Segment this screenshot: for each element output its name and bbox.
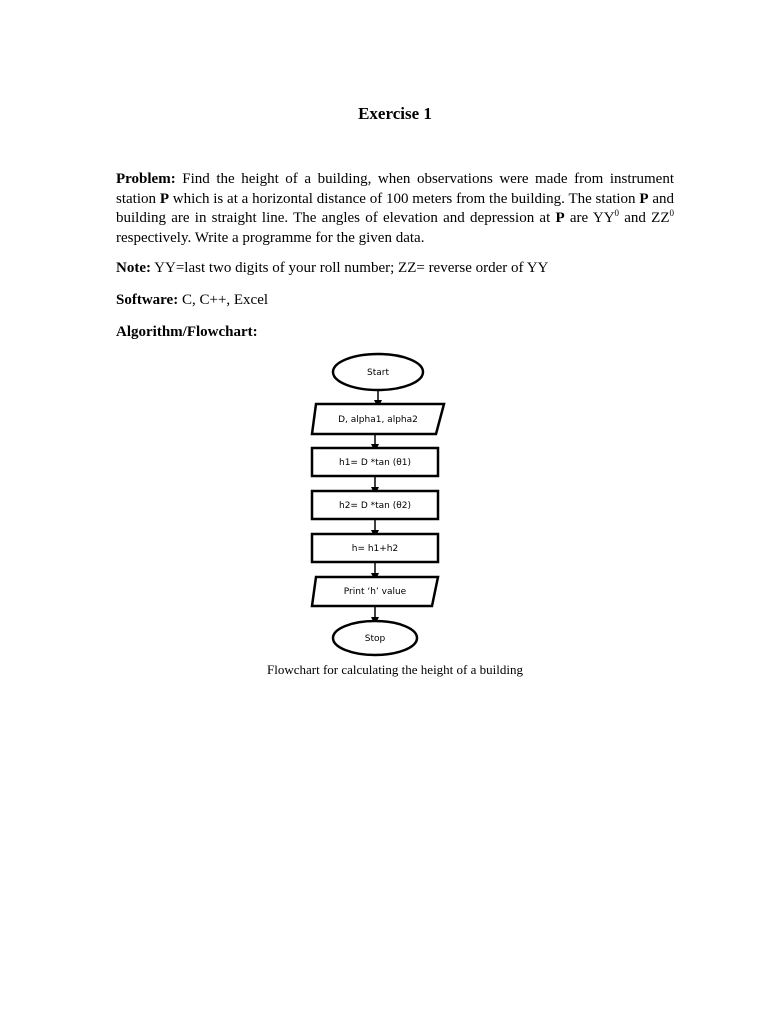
problem-text-6: respectively. Write a programme for the given data. — [116, 229, 425, 246]
flowchart-diagram — [300, 348, 460, 660]
flowchart-caption: Flowchart for calculating the height of a building — [267, 662, 523, 677]
process-h1-label: h1= D *tan (θ1) — [339, 458, 411, 468]
process-h2-label: h2= D *tan (θ2) — [339, 501, 411, 511]
problem-text-5: and ZZ — [619, 210, 670, 226]
start-label: Start — [367, 368, 389, 378]
process-sum-label: h= h1+h2 — [351, 544, 399, 554]
algorithm-heading: Algorithm/Flowchart: — [116, 324, 258, 340]
software-paragraph — [116, 291, 674, 311]
note-label: Note: — [116, 260, 151, 276]
station-p-3: P — [555, 210, 565, 226]
software-text: C, C++, Excel — [178, 292, 269, 308]
problem-paragraph — [116, 170, 674, 248]
problem-text-4: are YY — [564, 210, 615, 226]
note-text: YY=last two digits of your roll number; ZZ= reverse order of YY — [150, 260, 549, 276]
note-paragraph — [116, 259, 674, 279]
station-p-1: P — [159, 190, 169, 207]
input-label: D, alpha1, alpha2 — [338, 415, 418, 425]
software-label: Software: — [116, 292, 179, 308]
degree-superscript-2: 0 — [669, 208, 674, 218]
problem-text-2: which is at a horizontal distance of 100 meters from the building. The station — [168, 190, 640, 207]
degree-superscript-1: 0 — [614, 208, 620, 218]
station-p-2: P — [639, 190, 649, 207]
problem-label: Problem: — [116, 171, 176, 187]
stop-label: Stop — [364, 634, 386, 644]
output-label: Print ‘h’ value — [343, 587, 407, 597]
page-title: Exercise 1 — [358, 104, 432, 123]
problem-text-3: and building are in straight line. The angles of elevation and depression at — [116, 190, 674, 226]
problem-text-1: Find the height of a building, when observations were made from instrument station — [116, 171, 674, 207]
